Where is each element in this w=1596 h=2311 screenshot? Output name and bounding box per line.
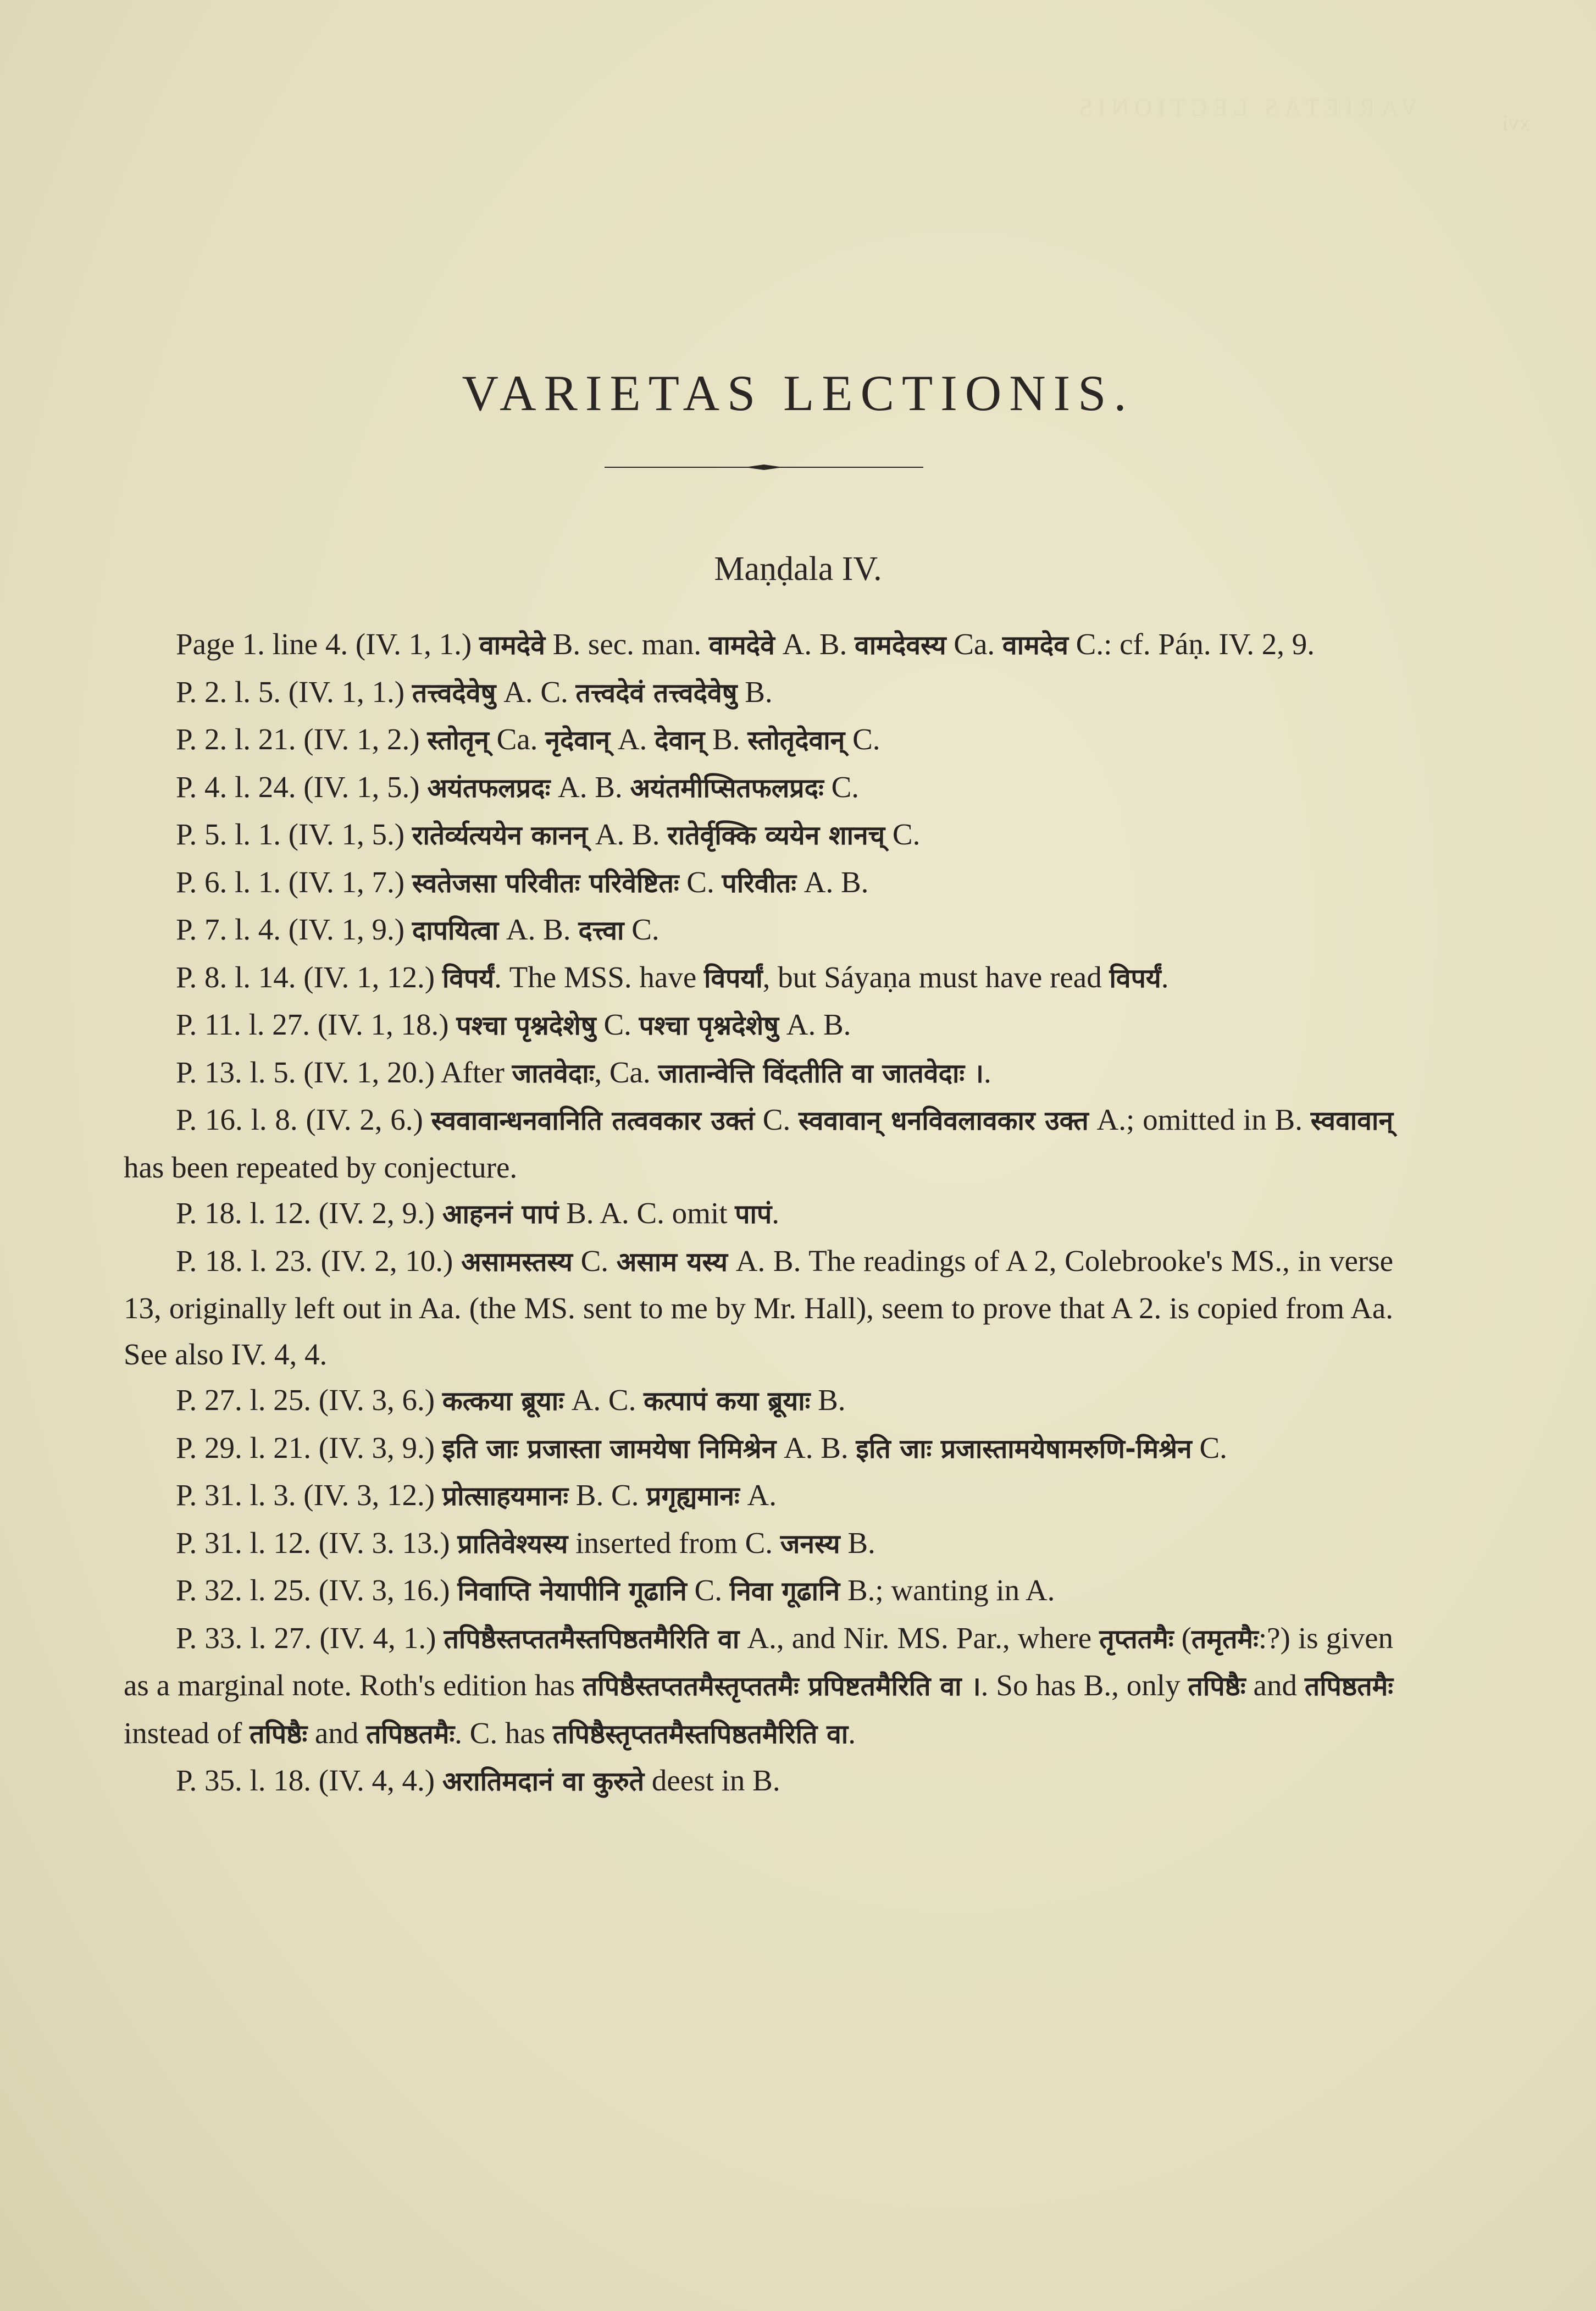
entry: P. 13. l. 5. (IV. 1, 20.) After जातवेदाः, Ca. जातान्वेत्ति विंदतीति वा जातवेदाः ।. — [176, 1055, 991, 1089]
entry: P. 29. l. 21. (IV. 3, 9.) इति जाः प्रजास्ता जामयेषा निमिश्रेन A. B. इति जाः प्रजास्तामयेषामरुणि-मिश्रेन C. — [176, 1430, 1227, 1464]
entry: P. 5. l. 1. (IV. 1, 5.) रातेर्व्यत्ययेन कानन् A. B. रातेर्वृक्कि व्ययेन शानच् C. — [176, 817, 921, 851]
page-number-ghost: xvi — [1501, 110, 1530, 135]
page-title: VARIETAS LECTIONIS. — [462, 364, 1134, 421]
variant-readings — [124, 621, 1393, 1805]
entry: P. 2. l. 5. (IV. 1, 1.) तत्त्वदेवेषु A. C. तत्त्वदेवं तत्त्वदेवेषु B. — [176, 674, 773, 709]
entry: P. 4. l. 24. (IV. 1, 5.) अयंतफलप्रदः A. B. अयंतमीप्सितफलप्रदः C. — [176, 770, 859, 804]
entry: P. 31. l. 3. (IV. 3, 12.) प्रोत्साहयमानः B. C. प्रगृह्यमानः A. — [176, 1478, 777, 1512]
section-heading: Maṇḍala IV. — [714, 550, 882, 588]
entry: P. 27. l. 25. (IV. 3, 6.) कत्कया ब्रूयाः A. C. कत्पापं कया ब्रूयाः B. — [176, 1383, 846, 1417]
entry: P. 16. l. 8. (IV. 2, 6.) स्ववावान्धनवानिति तत्ववकार उक्तं C. स्ववावान् धनविवलावकार उक्त A.; omitted in B. स्ववावान् has been repeated by conjecture. — [124, 1103, 1393, 1184]
entry: P. 11. l. 27. (IV. 1, 18.) पश्चा पृश्नदेशेषु C. पश्चा पृश्नदेशेषु A. B. — [176, 1008, 851, 1041]
entry: P. 18. l. 12. (IV. 2, 9.) आहननं पापं B. A. C. omit पापं. — [176, 1196, 779, 1230]
bleed-through-text: VARIETAS LECTIONIS — [1073, 94, 1418, 121]
entry: P. 32. l. 25. (IV. 3, 16.) निवाप्ति नेयापीनि गूढानि C. निवा गूढानि B.; wanting in A. — [176, 1573, 1055, 1607]
entry: P. 8. l. 14. (IV. 1, 12.) विपर्यं. The MSS. have विपर्यां, but Sáyaṇa must have read विपर्यं. — [176, 960, 1169, 994]
entry: P. 2. l. 21. (IV. 1, 2.) स्तोतृन् Ca. नृदेवान् A. देवान् B. स्तोतृदेवान् C. — [176, 722, 880, 756]
title-rule — [605, 463, 923, 472]
entry: P. 18. l. 23. (IV. 2, 10.) असामस्तस्य C. असाम यस्य A. B. The readings of A 2, Colebrooke's MS., in verse 13, originally left out in Aa. (the MS. sent to me by Mr. Hall), seem to prove that A 2. is copied from Aa. See also IV. 4, 4. — [124, 1243, 1394, 1371]
entry: P. 33. l. 27. (IV. 4, 1.) तपिष्ठैस्तप्ततमैस्तपिष्ठतमैरिति वा A., and Nir. MS. Par., where तृप्ततमैः (तमृतमैः:?) is given as a marginal note. Roth's edition has तपिष्ठैस्तप्ततमैस्तृप्ततमैः प्रपिष्टतमैरिति वा ।. So has B., only तपिष्ठैः and तपिष्ठतमैः instead of तपिष्ठैः and तपिष्ठतमैः. C. has तपिष्ठैस्तृप्ततमैस्तपिष्ठतमैरिति वा. — [124, 1621, 1393, 1750]
entry: P. 35. l. 18. (IV. 4, 4.) अरातिमदानं वा कुरुते deest in B. — [176, 1763, 780, 1797]
entry: P. 31. l. 12. (IV. 3. 13.) प्रातिवेश्यस्य inserted from C. जनस्य B. — [176, 1525, 875, 1560]
entry: P. 6. l. 1. (IV. 1, 7.) स्वतेजसा परिवीतः परिवेष्टितः C. परिवीतः A. B. — [176, 865, 869, 899]
entry: P. 7. l. 4. (IV. 1, 9.) दापयित्वा A. B. दत्त्वा C. — [176, 913, 660, 946]
entry: Page 1. line 4. (IV. 1, 1.) वामदेवे B. sec. man. वामदेवे A. B. वामदेवस्य Ca. वामदेव C.: cf. Páṇ. IV. 2, 9. — [176, 627, 1315, 661]
